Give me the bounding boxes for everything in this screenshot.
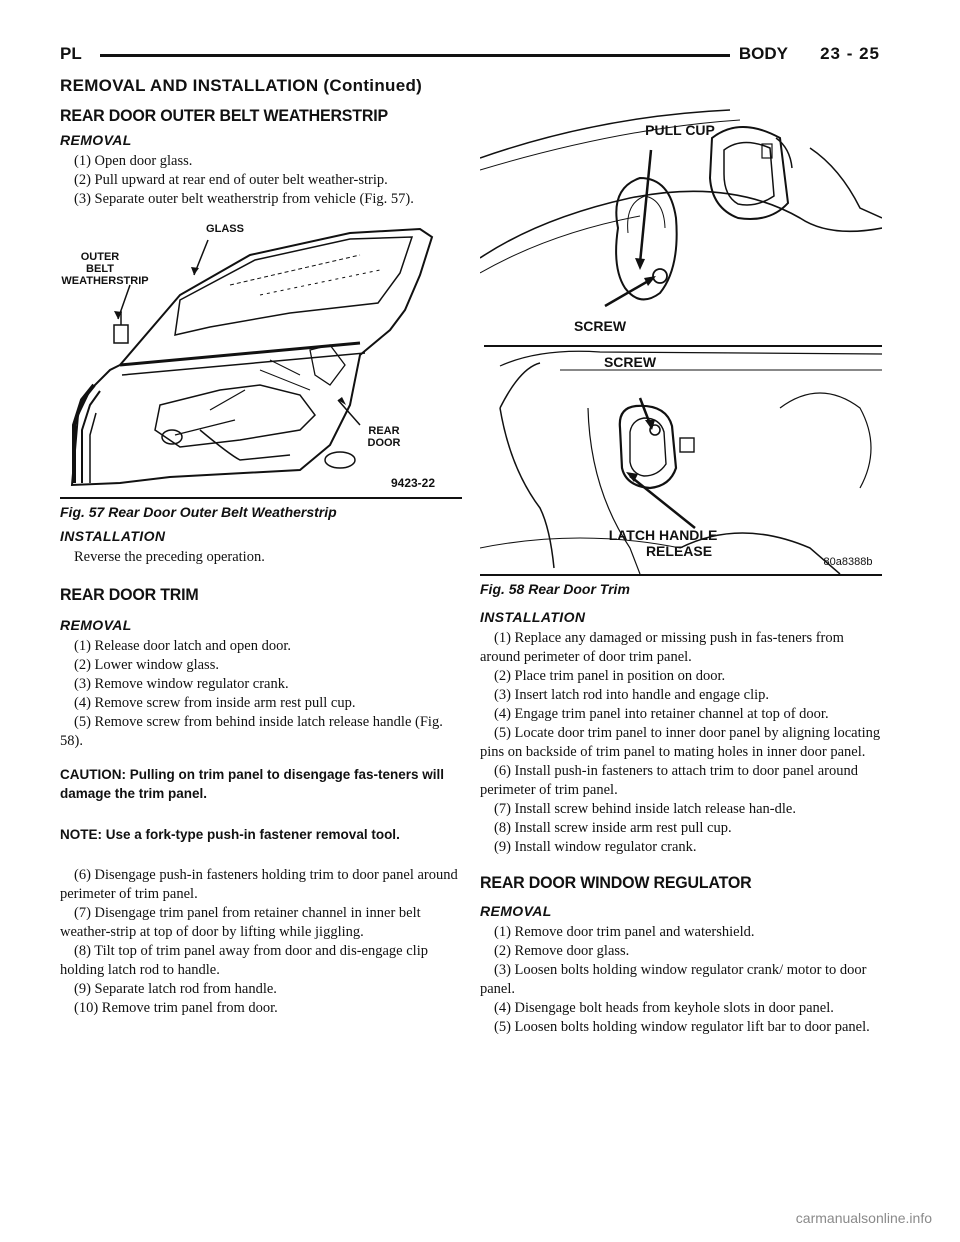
subheading-removal: REMOVAL bbox=[480, 903, 552, 919]
figure-58 bbox=[480, 108, 882, 576]
step: (10) Remove trim panel from door. bbox=[74, 1000, 278, 1016]
step: (6) Disengage push-in fasteners holding trim to door panel around perimeter of trim panel. bbox=[60, 867, 458, 902]
step: (6) Install push-in fasteners to attach trim to door panel around perimeter of trim panel. bbox=[480, 763, 859, 798]
continued-heading: REMOVAL AND INSTALLATION (Continued) bbox=[60, 76, 423, 95]
label-screw-top: SCREW bbox=[573, 318, 627, 334]
figure-code: 80a8388b bbox=[823, 556, 873, 568]
step: (8) Install screw inside arm rest pull cup. bbox=[494, 820, 732, 836]
label-rear: REAR bbox=[368, 425, 400, 437]
step: (3) Remove window regulator crank. bbox=[74, 676, 289, 692]
step: (2) Place trim panel in position on door. bbox=[494, 668, 726, 684]
subheading-installation: INSTALLATION bbox=[480, 609, 586, 625]
step: (9) Separate latch rod from handle. bbox=[74, 981, 277, 997]
step: (3) Loosen bolts holding window regulator crank/ motor to door panel. bbox=[480, 962, 867, 997]
step: (4) Engage trim panel into retainer channel at top of door. bbox=[494, 706, 829, 722]
watermark: carmanualsonline.info bbox=[795, 1210, 932, 1226]
step: (3) Insert latch rod into handle and engage clip. bbox=[494, 687, 769, 703]
subheading-removal: REMOVAL bbox=[60, 132, 132, 148]
header-page-number: 23 - 25 bbox=[820, 44, 880, 63]
step: (2) Lower window glass. bbox=[74, 657, 219, 673]
step: (5) Locate door trim panel to inner door panel by aligning locating pins on backside of trim panel to mating holes in inner door panel. bbox=[480, 725, 881, 760]
step: (7) Disengage trim panel from retainer channel in inner belt weather-strip at top of door by lifting while jiggling. bbox=[60, 905, 421, 940]
label-glass: GLASS bbox=[206, 223, 244, 235]
label-belt: BELT bbox=[86, 263, 114, 275]
left-column bbox=[60, 108, 462, 1018]
step: (1) Remove door trim panel and watershield. bbox=[494, 924, 755, 940]
section-title-regulator: REAR DOOR WINDOW REGULATOR bbox=[480, 874, 752, 893]
label-weatherstrip: WEATHERSTRIP bbox=[61, 275, 149, 287]
header-section: BODY bbox=[738, 44, 788, 63]
label-release: RELEASE bbox=[645, 543, 713, 559]
section-title-weatherstrip: REAR DOOR OUTER BELT WEATHERSTRIP bbox=[60, 107, 388, 126]
figure-code: 9423-22 bbox=[390, 476, 436, 490]
step: (3) Separate outer belt weatherstrip from vehicle (Fig. 57). bbox=[74, 191, 414, 207]
note-text: NOTE: Use a fork-type push-in fastener removal tool. bbox=[60, 827, 400, 842]
label-pull-cup: PULL CUP bbox=[645, 122, 715, 138]
step: (7) Install screw behind inside latch release han-dle. bbox=[494, 801, 796, 817]
rear-door-trim-illustration bbox=[480, 108, 882, 574]
step: (4) Disengage bolt heads from keyhole slots in door panel. bbox=[494, 1000, 834, 1016]
step: (5) Remove screw from behind inside latch release handle (Fig. 58). bbox=[60, 714, 443, 749]
figure-58-caption: Fig. 58 Rear Door Trim bbox=[480, 581, 630, 597]
figure-57 bbox=[60, 215, 462, 499]
subheading-removal: REMOVAL bbox=[60, 617, 132, 633]
step: (2) Remove door glass. bbox=[494, 943, 630, 959]
label-door: DOOR bbox=[367, 437, 401, 449]
header-rule bbox=[100, 54, 730, 57]
step: (9) Install window regulator crank. bbox=[494, 839, 697, 855]
right-column bbox=[480, 108, 882, 1037]
label-outer: OUTER bbox=[80, 251, 120, 263]
subheading-installation: INSTALLATION bbox=[60, 528, 166, 544]
step: (2) Pull upward at rear end of outer belt weather-strip. bbox=[74, 172, 388, 188]
step: (4) Remove screw from inside arm rest pull cup. bbox=[74, 695, 356, 711]
step: (1) Replace any damaged or missing push in fas-teners from around perimeter of door trim panel. bbox=[480, 630, 844, 665]
installation-text: Reverse the preceding operation. bbox=[74, 549, 265, 565]
header-left-label: PL bbox=[60, 44, 82, 63]
step: (5) Loosen bolts holding window regulator lift bar to door panel. bbox=[494, 1019, 870, 1035]
label-latch-handle: LATCH HANDLE bbox=[608, 527, 718, 543]
step: (1) Open door glass. bbox=[74, 153, 193, 169]
step: (1) Release door latch and open door. bbox=[74, 638, 292, 654]
section-title-trim: REAR DOOR TRIM bbox=[60, 586, 199, 605]
step: (8) Tilt top of trim panel away from door and dis-engage clip holding latch rod to handle. bbox=[60, 943, 428, 978]
label-screw-bottom: SCREW bbox=[603, 354, 657, 370]
running-header bbox=[60, 44, 880, 68]
caution-text: CAUTION: Pulling on trim panel to disengage fas-teners will damage the trim panel. bbox=[60, 767, 445, 801]
figure-57-caption: Fig. 57 Rear Door Outer Belt Weatherstrip bbox=[60, 504, 337, 520]
